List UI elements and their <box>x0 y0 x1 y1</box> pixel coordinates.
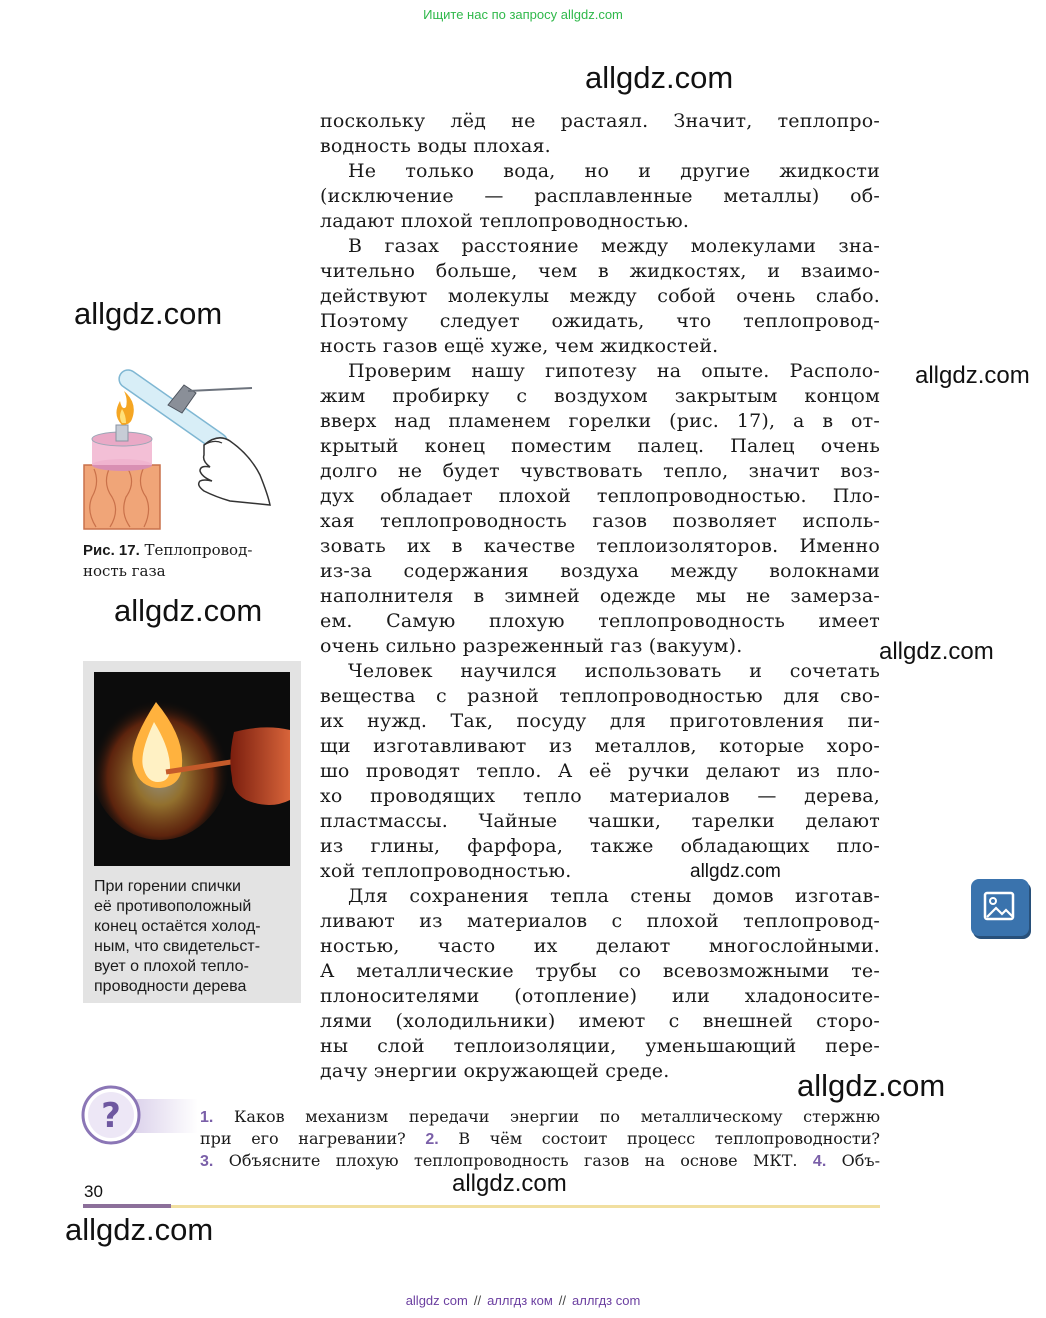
question-text: Объ- <box>841 1151 880 1170</box>
watermark: allgdz.com <box>915 362 1030 389</box>
question-mark-icon <box>80 1083 200 1147</box>
footer-rule-accent <box>83 1204 171 1208</box>
bottom-link[interactable]: аллгдз com <box>572 1293 641 1308</box>
text-line: лями (холодильники) имеют с внешней сторо- <box>320 1010 880 1032</box>
question-text: при его нагревании? <box>200 1129 406 1148</box>
main-text <box>320 109 880 1084</box>
figure-caption-line: ность газа <box>83 562 166 580</box>
footer-rule <box>171 1205 880 1208</box>
text-line: вещества с разной теплопроводностью для сво- <box>320 685 880 707</box>
caption-line: её противоположный <box>94 898 252 915</box>
top-banner[interactable]: Ищите нас по запросу allgdz.com <box>423 7 623 22</box>
text-line: жим пробирку с воздухом закрытым концом <box>320 385 880 407</box>
figure-label: Рис. 17. <box>83 542 140 559</box>
bottom-links <box>0 1293 1046 1308</box>
watermark: allgdz.com <box>797 1068 946 1103</box>
svg-text:?: ? <box>101 1096 121 1136</box>
figure-17-caption <box>83 540 283 581</box>
text-line: из-за содержания воздуха между волокнами <box>320 560 880 582</box>
bottom-link[interactable]: allgdz com <box>405 1293 468 1308</box>
watermark: allgdz.com <box>74 296 223 331</box>
watermark: allgdz.com <box>879 638 994 665</box>
text-line: Не только вода, но и другие жидкости <box>348 160 880 182</box>
question-number: 1. <box>200 1109 214 1126</box>
watermark: allgdz.com <box>585 60 734 95</box>
bottom-link[interactable]: аллгдз ком <box>487 1293 553 1308</box>
text-line: хая теплопроводность газов позволяет исполь- <box>320 510 880 532</box>
text-line: Для сохранения тепла стены домов изготав- <box>348 885 880 907</box>
question-number: 4. <box>812 1153 827 1170</box>
text-line: ладают плохой теплопроводностью. <box>320 210 690 232</box>
text-line: В газах расстояние между молекулами зна- <box>348 235 880 257</box>
text-line: Поэтому следует ожидать, что теплопровод- <box>320 310 880 332</box>
separator: // <box>558 1293 567 1308</box>
watermark: allgdz.com <box>65 1212 214 1247</box>
text-line: водность воды плохая. <box>320 135 551 157</box>
match-photo <box>94 672 290 866</box>
watermark: allgdz.com <box>452 1170 567 1197</box>
figure-caption-line: Теплопровод- <box>144 541 253 559</box>
text-line: дачу энергии окружающей среде. <box>320 1060 670 1082</box>
text-line: ность газов ещё хуже, чем жидкостей. <box>320 335 719 357</box>
text-line: зовать их в качестве теплоизоляторов. Именно <box>320 535 880 557</box>
text-line: (исключение — расплавленные металлы) об- <box>320 185 880 207</box>
text-line: ностью, часто их делают многослойными. <box>320 935 880 957</box>
text-line: пластмассы. Чайные чашки, тарелки делают <box>320 810 880 832</box>
caption-line: проводности дерева <box>94 978 247 995</box>
text-line: шо проводят тепло. А её ручки делают из пло- <box>320 760 880 782</box>
text-line: хой теплопроводностью. <box>320 860 572 882</box>
text-line: Проверим нашу гипотезу на опыте. Располо- <box>348 360 880 382</box>
question-number: 3. <box>200 1153 214 1170</box>
photo-caption <box>94 877 294 997</box>
figure-17-illustration <box>80 365 280 533</box>
text-line: ем. Самую плохую теплопроводность имеет <box>320 610 880 632</box>
watermark: allgdz.com <box>114 593 263 628</box>
text-line: А металлические трубы со всевозможными те- <box>320 960 880 982</box>
text-line: хо проводящих тепло материалов — дерева, <box>320 785 880 807</box>
questions-block <box>200 1106 880 1172</box>
text-line: плоносителями (отопление) или хладоносите- <box>320 985 880 1007</box>
separator: // <box>473 1293 482 1308</box>
caption-line: При горении спички <box>94 878 241 895</box>
text-line: ливают из материалов с плохой теплопровод- <box>320 910 880 932</box>
caption-line: конец остаётся холод- <box>94 918 261 935</box>
image-icon <box>971 879 1029 936</box>
text-line: из глины, фарфора, также обладающих пло- <box>320 835 880 857</box>
question-text: Каков механизм передачи энергии по металлическому стержню <box>234 1107 880 1126</box>
text-line: действуют молекулы между собой очень слабо. <box>320 285 880 307</box>
text-line: вверх над пламенем горелки (рис. 17), а в от- <box>320 410 880 432</box>
text-line: дух обладает плохой теплопроводностью. Пло- <box>320 485 880 507</box>
question-number: 2. <box>425 1131 439 1148</box>
question-text: В чём состоит процесс теплопроводности? <box>458 1129 880 1148</box>
caption-line: вует о плохой тепло- <box>94 958 249 975</box>
text-line: наполнителя в зимней одежде мы не замерза- <box>320 585 880 607</box>
text-line: чительно больше, чем в жидкостях, и взаимо- <box>320 260 880 282</box>
watermark: allgdz.com <box>690 861 781 882</box>
image-button[interactable] <box>971 879 1029 936</box>
caption-line: ным, что свидетельст- <box>94 938 261 955</box>
text-line: ны слой теплоизоляции, уменьшающий пере- <box>320 1035 880 1057</box>
text-line: щи изготавливают из металлов, которые хоро- <box>320 735 880 757</box>
text-line: Человек научился использовать и сочетать <box>348 660 880 682</box>
page-number: 30 <box>84 1182 103 1201</box>
text-line: поскольку лёд не растаял. Значит, теплопро- <box>320 110 880 132</box>
text-line: крытый конец поместим палец. Палец очень <box>320 435 880 457</box>
question-text: Объясните плохую теплопроводность газов на основе МКТ. <box>228 1151 798 1170</box>
text-line: их нужд. Так, посуду для приготовления пи- <box>320 710 880 732</box>
text-line: долго не будет чувствовать тепло, значит воз- <box>320 460 880 482</box>
text-line: очень сильно разреженный газ (вакуум). <box>320 635 743 657</box>
